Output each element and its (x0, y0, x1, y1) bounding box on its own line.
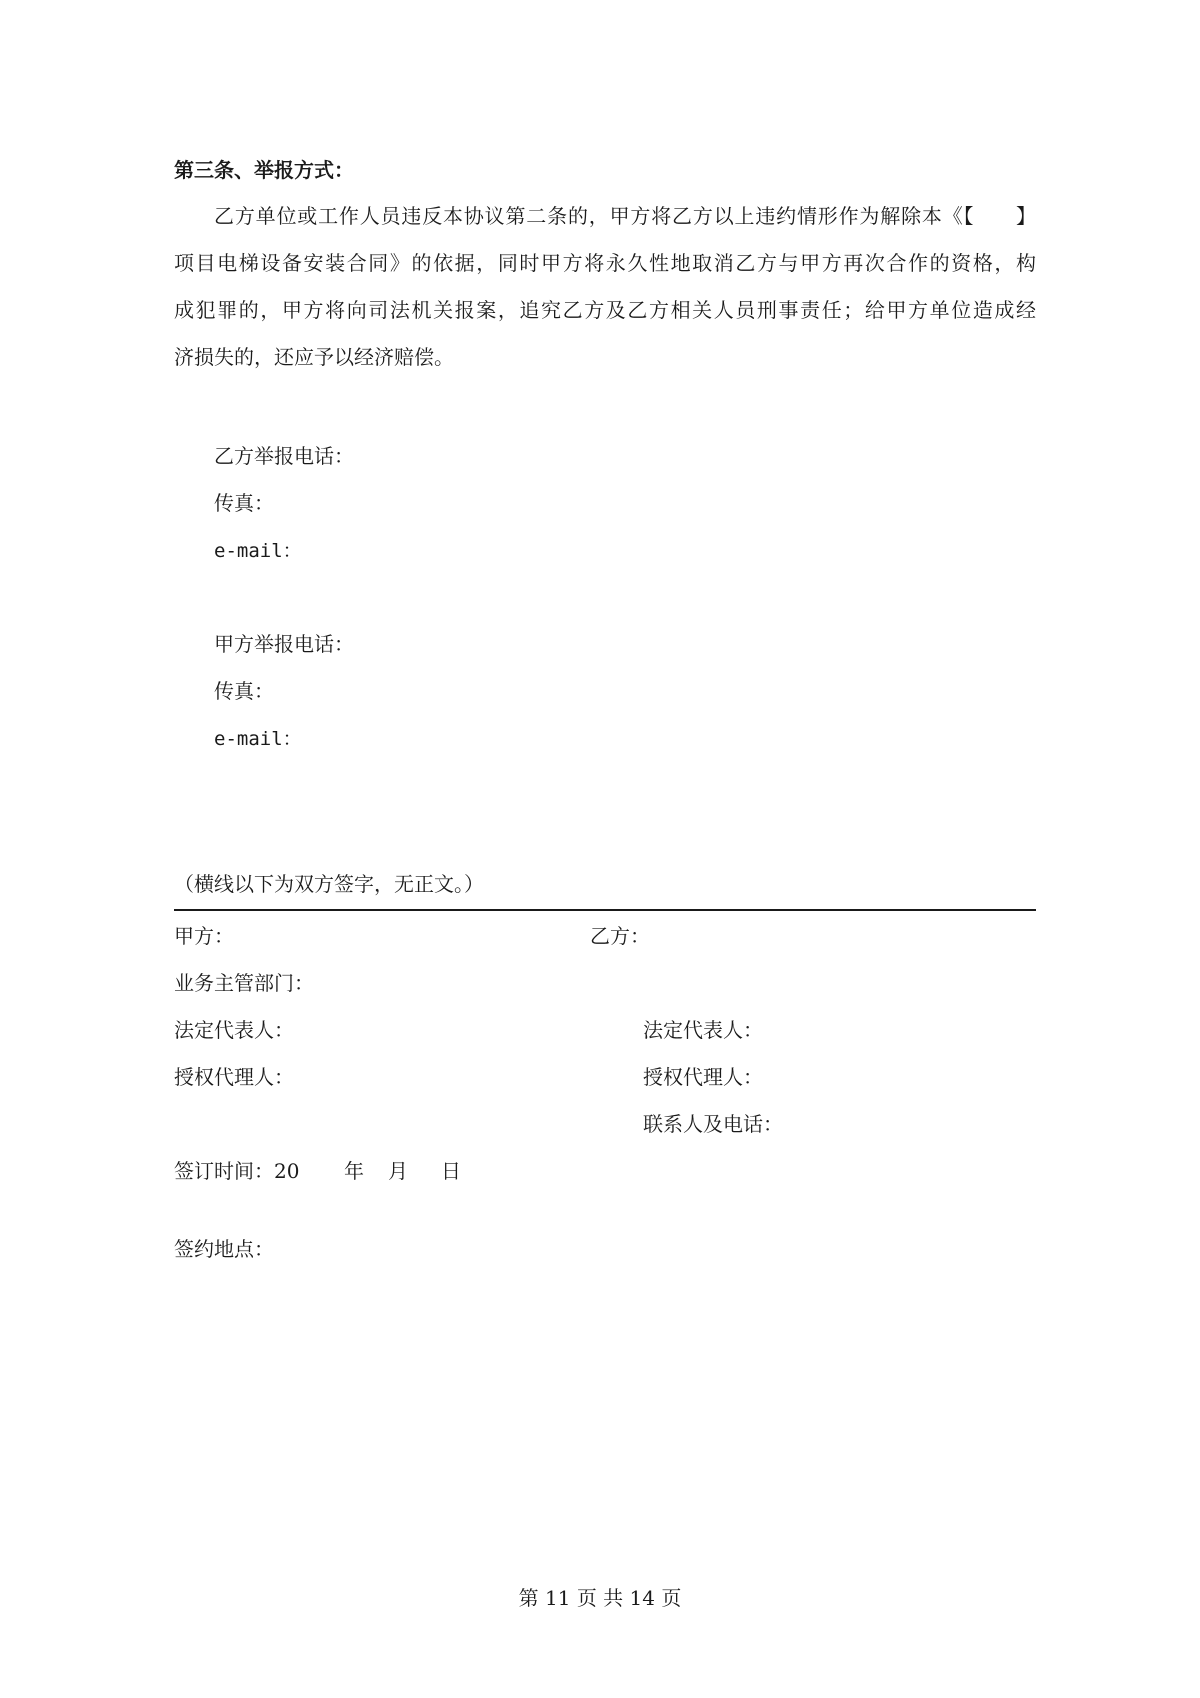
signing-place-label: 签约地点： (174, 1237, 274, 1261)
page-number: 第 11 页 共 14 页 (518, 1586, 682, 1610)
party-a-fax-label: 传真： (214, 679, 274, 703)
legal-representative-a: 法定代表人： (174, 1018, 294, 1042)
contact-person-b: 联系人及电话： (643, 1112, 783, 1136)
signing-date-label: 签订时间：20 (174, 1159, 300, 1183)
legal-representative-b: 法定代表人： (643, 1018, 763, 1042)
party-b-email-label: e-mail： (214, 540, 302, 562)
party-a-email-label: e-mail： (214, 728, 302, 750)
signing-date-day: 日 (441, 1159, 461, 1183)
paragraph-line: 济损失的，还应予以经济赔偿。 (174, 345, 454, 369)
party-b-fax-label: 传真： (214, 491, 274, 515)
department-label: 业务主管部门： (174, 971, 314, 995)
party-b-phone-label: 乙方举报电话： (214, 444, 354, 468)
authorized-agent-b: 授权代理人： (643, 1065, 763, 1089)
signing-date-month: 月 (388, 1159, 408, 1183)
authorized-agent-a: 授权代理人： (174, 1065, 294, 1089)
paragraph-line: 乙方单位或工作人员违反本协议第二条的，甲方将乙方以上违约情形作为解除本《【 】 (214, 204, 1036, 228)
party-a-phone-label: 甲方举报电话： (214, 632, 354, 656)
party-b-label: 乙方： (590, 924, 650, 948)
paragraph-line: 成犯罪的，甲方将向司法机关报案，追究乙方及乙方相关人员刑事责任；给甲方单位造成经 (174, 298, 1036, 322)
party-a-label: 甲方： (174, 924, 234, 948)
signing-date-year: 年 (344, 1159, 364, 1183)
signature-divider (174, 909, 1036, 911)
article-heading: 第三条、举报方式： (174, 158, 354, 182)
signature-note: （横线以下为双方签字，无正文。） (174, 872, 484, 896)
paragraph-line: 项目电梯设备安装合同》的依据，同时甲方将永久性地取消乙方与甲方再次合作的资格，构 (174, 251, 1036, 275)
